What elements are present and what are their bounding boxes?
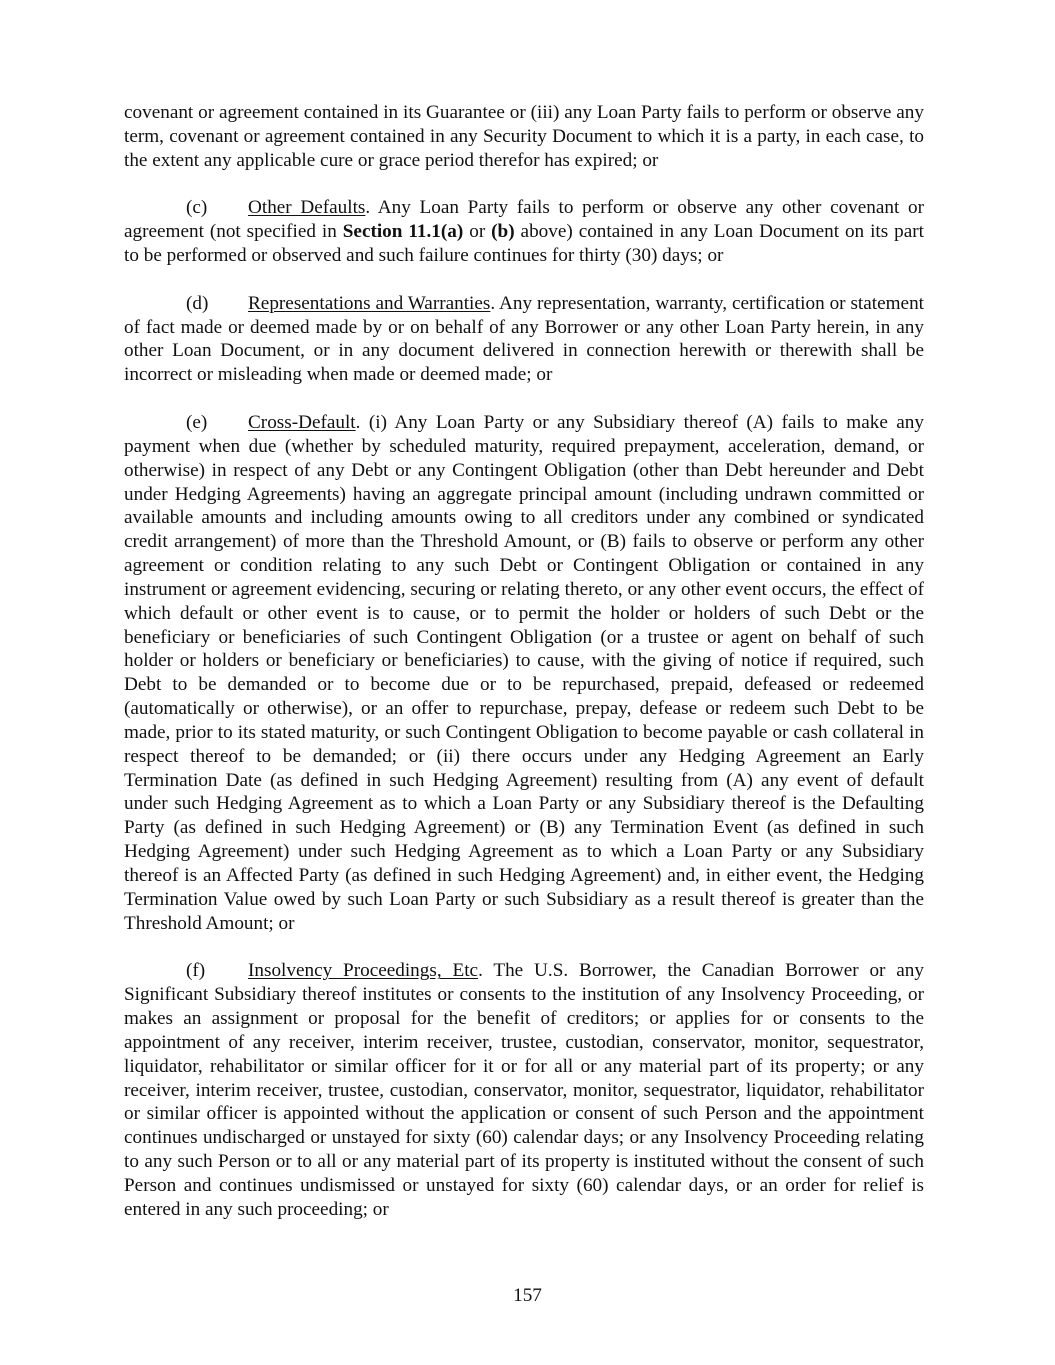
paragraph-e-title: Cross-Default [248, 411, 356, 433]
paragraph-d-representations [124, 292, 924, 387]
paragraph-e-cross-default [124, 411, 924, 936]
paragraph-continuation-text: covenant or agreement contained in its Guarantee or (iii) any Loan Party fails to perform or observe any term, covenant or agreement contained in any Security Document to which it is a party, in each case, to the extent any applicable cure or grace period therefor has expired; or [124, 102, 924, 171]
paragraph-d-number: (d) [186, 292, 209, 314]
paragraph-c-title: Other Defaults [248, 197, 366, 219]
paragraph-e-body: . (i) Any Loan Party or any Subsidiary thereof (A) fails to make any payment when due (whether by scheduled maturity, required prepayment, acceleration, demand, or otherwise) in respect of any Debt or any Contingent Obligation (other than Debt hereunder and Debt under Hedging Agreements) having an aggregate principal amount (including undrawn committed or available amounts and including amounts owing to all creditors under any combined or syndicated credit arrangement) of more than the Threshold Amount, or (B) fails to observe or perform any other agreement or condition relating to any such Debt or Contingent Obligation or contained in any instrument or agreement evidencing, securing or relating thereto, or any other event occurs, the effect of which default or other event is to cause, or to permit the holder or holders of such Debt or the beneficiary or beneficiaries of such Contingent Obligation (or a trustee or agent on behalf of such holder or holders or beneficiary or beneficiaries) to cause, with the giving of notice if required, such Debt to be demanded or to become due or to be repurchased, prepaid, defeased or redeemed (automatically or otherwise), or an offer to repurchase, prepay, defease or redeem such Debt to be made, prior to its stated maturity, or such Contingent Obligation to become payable or cash collateral in respect thereof to be demanded; or (ii) there occurs under any Hedging Agreement an Early Termination Date (as defined in such Hedging Agreement) resulting from (A) any event of default under such Hedging Agreement as to which a Loan Party or any Subsidiary thereof is the Defaulting Party (as defined in such Hedging Agreement) or (B) any Termination Event (as defined in such Hedging Agreement) under such Hedging Agreement as to which a Loan Party or any Subsidiary thereof is an Affected Party (as defined in such Hedging Agreement) and, in either event, the Hedging Termination Value owed by such Loan Party or such Subsidiary as a result thereof is greater than the Threshold Amount; or [124, 411, 924, 934]
paragraph-f-body: . The U.S. Borrower, the Canadian Borrower or any Significant Subsidiary thereof institutes or consents to the institution of any Insolvency Proceeding, or makes an assignment or proposal for the benefit of creditors; or applies for or consents to the appointment of any receiver, interim receiver, trustee, custodian, conservator, monitor, sequestrator, liquidator, rehabilitator or similar officer for it or for all or any material part of its property; or any receiver, interim receiver, trustee, custodian, conservator, monitor, sequestrator, liquidator, rehabilitator or similar officer is appointed without the application or consent of such Person and the appointment continues undischarged or unstayed for sixty (60) calendar days; or any Insolvency Proceeding relating to any such Person or to all or any material part of its property is instituted without the consent of such Person and continues undismissed or unstayed for sixty (60) calendar days, or an order for relief is entered in any such proceeding; or [124, 960, 924, 1220]
paragraph-f-title: Insolvency Proceedings, Etc [248, 960, 479, 982]
paragraph-c-body-3: above) contained in any Loan Document on its part to be performed or observed and such failure continues for thirty (30) days; or [124, 221, 924, 267]
paragraph-c-other-defaults [124, 196, 924, 268]
page-number: 157 [513, 1285, 542, 1306]
paragraph-continuation [124, 101, 924, 173]
paragraph-e-number: (e) [186, 411, 208, 433]
paragraph-f-insolvency [124, 959, 924, 1221]
paragraph-f-number: (f) [186, 960, 206, 982]
document-page [124, 101, 924, 1246]
paragraph-c-body-2: or [463, 221, 492, 243]
paragraph-c-number: (c) [186, 197, 208, 219]
paragraph-c-body-1: . Any Loan Party fails to perform or observe any other covenant or agreement (not specified in [124, 197, 924, 243]
paragraph-d-body: . Any representation, warranty, certification or statement of fact made or deemed made by or on behalf of any Borrower or any other Loan Party herein, in any other Loan Document, or in any document delivered in connection herewith or therewith shall be incorrect or misleading when made or deemed made; or [124, 292, 924, 386]
paragraph-d-title: Representations and Warranties [248, 292, 491, 314]
section-reference-b: (b) [491, 221, 515, 243]
section-reference-11-1-a: Section 11.1(a) [342, 221, 464, 243]
